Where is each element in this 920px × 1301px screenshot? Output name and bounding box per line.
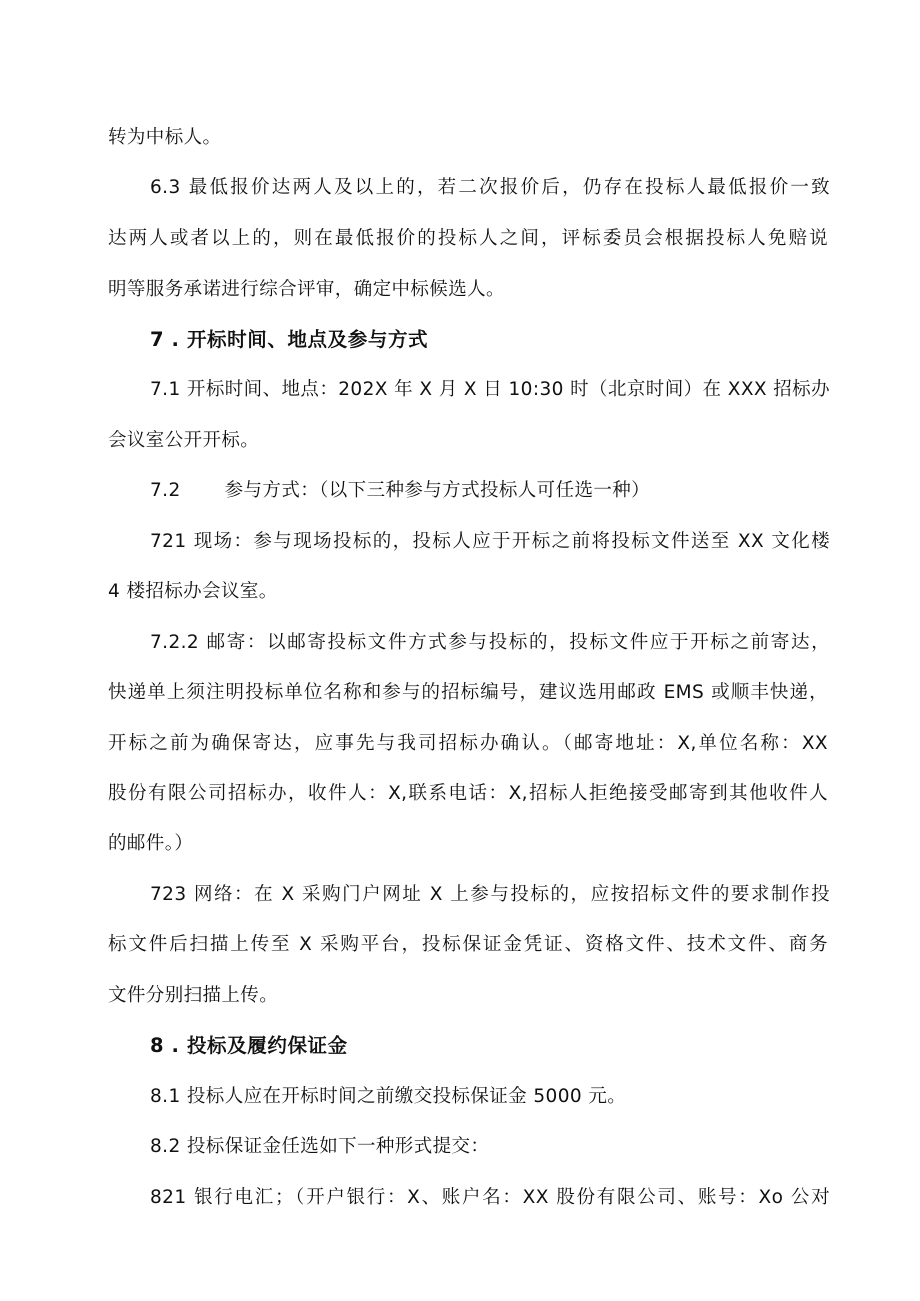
- section-8-heading: 8 . 投标及履约保证金: [150, 1034, 348, 1057]
- paragraph-line: 达两人或者以上的，则在最低报价的投标人之间，评标委员会根据投标人免赔说: [108, 228, 828, 249]
- paragraph-line: 会议室公开开标。: [108, 430, 260, 451]
- clause-7-2-1-line: 721 现场：参与现场投标的，投标人应于开标之前将投标文件送至 XX 文化楼: [150, 531, 830, 552]
- paragraph-line: 股份有限公司招标办，收件人：X,联系电话：X,招标人拒绝接受邮寄到其他收件人: [108, 783, 828, 804]
- clause-8-2-1-line: 821 银行电汇；（开户银行：X、账户名：XX 股份有限公司、账号：Xo 公对: [150, 1187, 830, 1208]
- paragraph-line: 标文件后扫描上传至 X 采购平台，投标保证金凭证、资格文件、技术文件、商务: [108, 934, 828, 955]
- clause-8-2-line: 8.2 投标保证金任选如下一种形式提交：: [150, 1136, 490, 1157]
- paragraph-line: 开标之前为确保寄达，应事先与我司招标办确认。（邮寄地址：X,单位名称：XX: [108, 733, 828, 754]
- paragraph-line: 转为中标人。: [108, 127, 222, 148]
- clause-6-3-line: 6.3 最低报价达两人及以上的，若二次报价后，仍存在投标人最低报价一致: [150, 177, 830, 198]
- paragraph-line: 的邮件。）: [108, 833, 194, 854]
- section-7-heading: 7 . 开标时间、地点及参与方式: [150, 328, 429, 351]
- clause-8-1-line: 8.1 投标人应在开标时间之前缴交投标保证金 5000 元。: [150, 1086, 627, 1107]
- clause-7-2-3-line: 723 网络：在 X 采购门户网址 X 上参与投标的，应按招标文件的要求制作投: [150, 884, 830, 905]
- clause-number: 7.2: [150, 480, 181, 501]
- clause-text: 参与方式：（以下三种参与方式投标人可任选一种）: [224, 480, 651, 501]
- paragraph-line: 4 楼招标办会议室。: [108, 581, 278, 602]
- clause-7-1-line: 7.1 开标时间、地点：202X 年 X 月 X 日 10:30 时（北京时间）在 XXX 招标办: [150, 379, 830, 400]
- paragraph-line: 文件分别扫描上传。: [108, 985, 279, 1006]
- paragraph-line: 快递单上须注明投标单位名称和参与的招标编号，建议选用邮政 EMS 或顺丰快递，: [108, 682, 828, 703]
- clause-7-2-line: [150, 479, 830, 503]
- paragraph-line: 明等服务承诺进行综合评审，确定中标候选人。: [108, 279, 505, 300]
- clause-7-2-2-line: 7.2.2 邮寄：以邮寄投标文件方式参与投标的，投标文件应于开标之前寄达，: [150, 632, 830, 653]
